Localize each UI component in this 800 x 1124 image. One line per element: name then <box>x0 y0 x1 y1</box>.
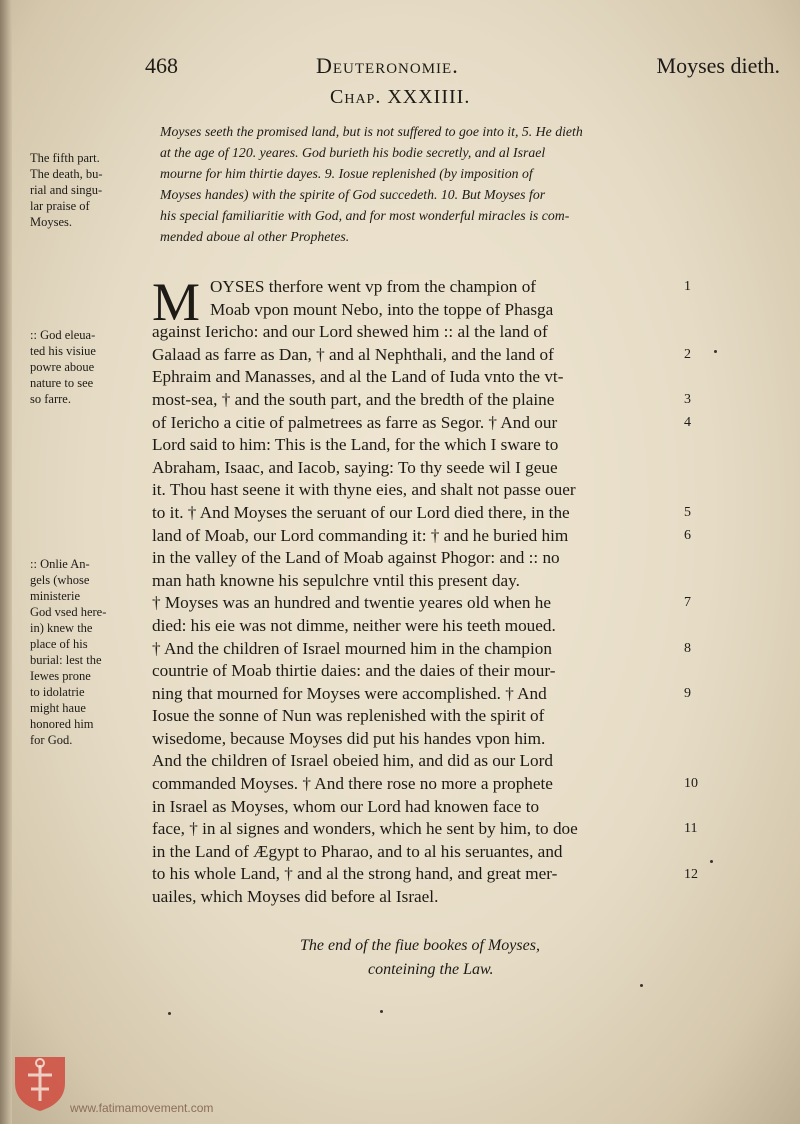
ink-speck <box>710 860 713 863</box>
watermark-url: www.fatimamovement.com <box>70 1101 214 1115</box>
text-line: man hath knowne his sepulchre vntil this present day. <box>152 570 520 590</box>
chapter-text <box>152 272 692 909</box>
text-line: uailes, which Moyses did before al Israel. <box>152 887 439 907</box>
book-title: Deuteronomie. <box>316 53 459 78</box>
shield-logo-icon <box>13 1053 67 1113</box>
text-line: of Iericho a citie of palmetrees as farre as Segor. † And our <box>152 412 558 432</box>
verse-number: 8 <box>684 640 691 656</box>
text-line: ning that mourned for Moyses were accomplished. † And <box>152 683 547 703</box>
verse-number: 12 <box>684 866 698 882</box>
verse-number: 11 <box>684 821 698 837</box>
colophon-line: The end of the fiue bookes of Moyses, <box>300 937 540 954</box>
text-line: Moab vpon mount Nebo, into the toppe of Phasga <box>210 299 554 319</box>
text-line: Abraham, Isaac, and Iacob, saying: To thy seede wil I geue <box>152 457 558 477</box>
text-line: land of Moab, our Lord commanding it: † and he buried him <box>152 525 569 545</box>
text-line: in the Land of Ægypt to Pharao, and to al his seruantes, and <box>152 841 563 861</box>
verse-number: 1 <box>684 279 691 294</box>
text-line: in Israel as Moyses, whom our Lord had knowen face to <box>152 796 540 816</box>
ink-speck <box>714 350 717 353</box>
verse-number: 5 <box>684 505 691 520</box>
page-number: 468 <box>145 53 178 78</box>
text-line: And the children of Israel obeied him, and did as our Lord <box>152 751 553 771</box>
chapter-argument: Moyses seeth the promised land, but is not suffered to goe into it, 5. He dieth at the age of 120. yeares. God burieth his bodie secretly, and al Israel mourne for him thirtie dayes. 9. Iosue replenished (by imposition of Moyses handes) with the spirite of God succedeth. 10. But Moyses for his special familiaritie with God, and for most wonderful miracles is com- mended aboue al other Prophetes. <box>160 124 583 244</box>
verse-number: 9 <box>684 685 691 701</box>
text-line: to it. † And Moyses the seruant of our Lord died there, in the <box>152 502 570 522</box>
ink-speck <box>640 984 643 987</box>
text-line: face, † in al signes and wonders, which he sent by him, to doe <box>152 819 578 839</box>
text-line: countrie of Moab thirtie daies: and the daies of their mour- <box>152 661 556 681</box>
margin-note: The fifth part. The death, bu- rial and singu- lar praise of Moyses. <box>30 151 103 229</box>
verse-number: 3 <box>684 392 691 407</box>
ink-speck <box>168 1012 171 1015</box>
ink-speck <box>380 1010 383 1013</box>
drop-cap: M <box>152 272 201 332</box>
text-line: † And the children of Israel mourned him in the champion <box>152 638 552 658</box>
closing-colophon <box>300 934 630 982</box>
verse-number: 7 <box>684 595 691 611</box>
text-line: in the valley of the Land of Moab against Phogor: and :: no <box>152 548 560 568</box>
text-line: OYSES therfore went vp from the champion of <box>210 277 537 296</box>
verse-number: 4 <box>684 414 691 430</box>
text-line: to his whole Land, † and al the strong hand, and great mer- <box>152 864 558 884</box>
text-line: † Moyses was an hundred and twentie yeares old when he <box>152 593 552 613</box>
text-line: it. Thou hast seene it with thyne eies, and shalt not passe ouer <box>152 480 576 500</box>
text-line: Galaad as farre as Dan, † and al Nephthali, and the land of <box>152 344 554 364</box>
text-line: Lord said to him: This is the Land, for the which I sware to <box>152 435 559 455</box>
text-line: most-sea, † and the south part, and the bredth of the plaine <box>152 389 555 409</box>
colophon-line: conteining the Law. <box>368 961 494 978</box>
verse-number: 10 <box>684 776 698 792</box>
verse-number: 2 <box>684 346 691 362</box>
text-line: wisedome, because Moyses did put his handes vpon him. <box>152 728 546 748</box>
margin-note: :: Onlie An- gels (whose ministerie God vsed here- in) knew the place of his burial: lest the Iewes prone to idolatrie might haue honored him for God. <box>30 557 107 747</box>
text-line: against Iericho: and our Lord shewed him :: al the land of <box>152 322 548 342</box>
margin-note: :: God eleua- ted his visiue powre aboue nature to see so farre. <box>30 328 96 406</box>
text-line: Iosue the sonne of Nun was replenished with the spirit of <box>152 706 545 726</box>
text-line: Ephraim and Manasses, and al the Land of Iuda vnto the vt- <box>152 367 564 387</box>
text-line: died: his eie was not dimme, neither were his teeth moued. <box>152 615 556 635</box>
running-head: Moyses dieth. <box>656 53 780 78</box>
verse-number: 6 <box>684 527 691 543</box>
chapter-heading: Chap. XXXIIII. <box>330 86 471 108</box>
text-line: commanded Moyses. † And there rose no more a prophete <box>152 774 553 794</box>
